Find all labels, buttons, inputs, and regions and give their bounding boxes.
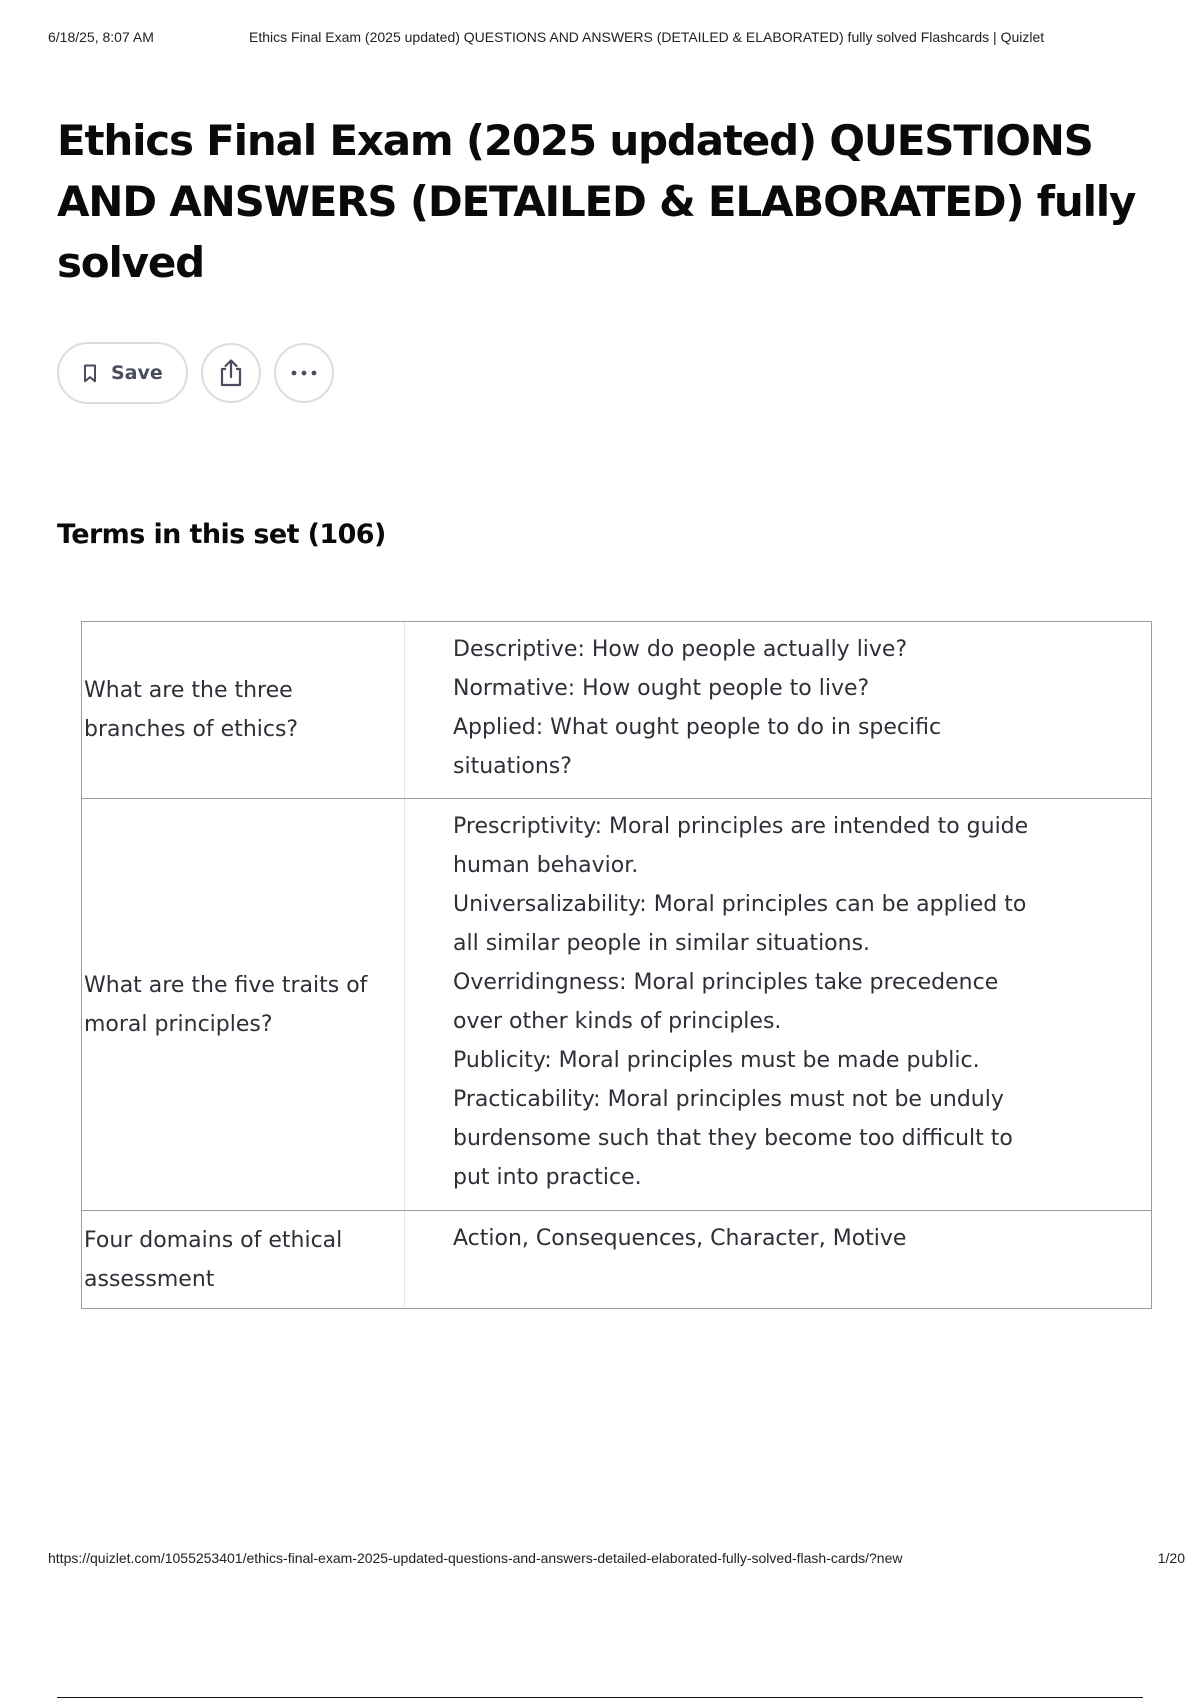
page-url: https://quizlet.com/1055253401/ethics-final-exam-2025-updated-questions-and-answers-detailed-elaborated-fully-solved-flash-cards/?new <box>48 1550 903 1566</box>
save-button[interactable] <box>57 342 188 404</box>
definition-line: Normative: How ought people to live? <box>453 676 870 701</box>
save-button-label: Save <box>111 362 163 384</box>
terms-heading: Terms in this set (106) <box>57 519 386 550</box>
term-line: moral principles? <box>84 1011 273 1037</box>
table-row <box>82 622 1152 799</box>
term-line: What are the three <box>84 678 293 703</box>
more-options-button[interactable] <box>274 343 334 403</box>
more-options-icon <box>290 370 318 376</box>
term-line: assessment <box>84 1267 215 1292</box>
definition-cell <box>405 622 1152 799</box>
definition-line: situations? <box>453 754 572 779</box>
definition-line: over other kinds of principles. <box>453 1009 782 1034</box>
term-cell <box>82 622 405 799</box>
definition-line: Descriptive: How do people actually live? <box>453 637 908 662</box>
definition-cell <box>405 1211 1152 1309</box>
print-document-title: Ethics Final Exam (2025 updated) QUESTIONS AND ANSWERS (DETAILED & ELABORATED) fully solved Flashcards | Quizlet <box>249 29 1045 45</box>
term-cell <box>82 799 405 1211</box>
definition-line: burdensome such that they become too difficult to <box>453 1126 1013 1151</box>
definition-line: Publicity: Moral principles must be made public. <box>453 1048 980 1073</box>
definition-line: Action, Consequences, Character, Motive <box>453 1226 907 1251</box>
print-footer <box>48 1550 1185 1566</box>
definition-line: Overridingness: Moral principles take precedence <box>453 970 999 995</box>
definition-line: all similar people in similar situations. <box>453 931 871 956</box>
page-number: 1/20 <box>1157 1550 1185 1566</box>
term-line: branches of ethics? <box>84 717 299 742</box>
print-header <box>48 29 1172 45</box>
terms-table <box>81 621 1152 1309</box>
definition-line: Applied: What ought people to do in specific <box>453 715 942 740</box>
action-bar <box>57 342 347 404</box>
term-line: Four domains of ethical <box>84 1228 343 1253</box>
term-cell <box>82 1211 405 1309</box>
definition-cell <box>405 799 1152 1211</box>
bookmark-icon <box>83 364 97 383</box>
share-icon <box>218 359 244 387</box>
table-row <box>82 1211 1152 1309</box>
definition-line: put into practice. <box>453 1165 642 1190</box>
table-row <box>82 799 1152 1211</box>
definition-line: Prescriptivity: Moral principles are intended to guide <box>453 814 1029 839</box>
definition-line: human behavior. <box>453 853 639 878</box>
print-timestamp: 6/18/25, 8:07 AM <box>48 29 154 45</box>
divider <box>57 1697 1143 1698</box>
definition-line: Practicability: Moral principles must not be unduly <box>453 1087 1004 1112</box>
definition-line: Universalizability: Moral principles can be applied to <box>453 892 1027 917</box>
page-title: Ethics Final Exam (2025 updated) QUESTIONS AND ANSWERS (DETAILED & ELABORATED) fully solved <box>57 116 1136 287</box>
term-line: What are the five traits of <box>84 972 368 998</box>
share-button[interactable] <box>201 343 261 403</box>
